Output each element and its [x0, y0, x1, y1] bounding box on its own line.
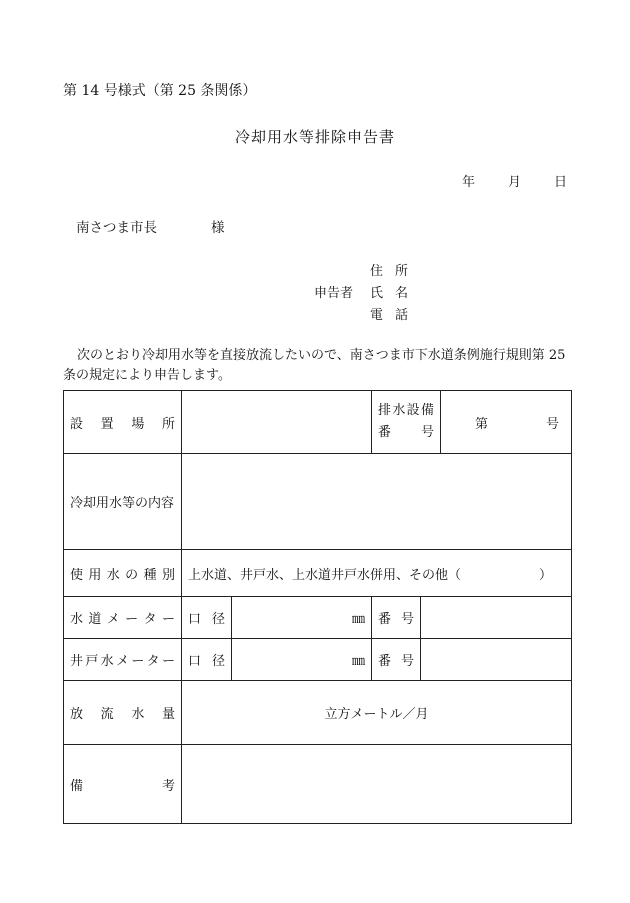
row-content: [64, 454, 572, 550]
water-meter-label-char: 水: [70, 612, 84, 627]
row-discharge: [64, 681, 572, 745]
water-meter-label-char: ー: [161, 612, 175, 627]
applicant-phone-row: [314, 304, 420, 323]
well-meter-number-char: 号: [400, 654, 414, 669]
well-meter-label-char: タ: [146, 654, 160, 669]
water-type-label-char: 別: [161, 567, 175, 583]
drain-no-prefix: 第: [475, 416, 489, 432]
water-meter-diameter-label-cell: [182, 597, 232, 639]
discharge-label-char: 流: [100, 707, 114, 722]
well-meter-label-char: 戸: [85, 654, 99, 669]
well-meter-number-value-cell[interactable]: [421, 639, 572, 681]
location-label-char: 所: [161, 416, 175, 432]
location-input-cell[interactable]: [182, 391, 372, 454]
well-meter-label: [70, 650, 175, 669]
water-meter-label-char: 道: [88, 612, 102, 627]
content-input-cell[interactable]: [182, 454, 572, 550]
water-type-options-cell[interactable]: [182, 550, 572, 597]
water-meter-number-label: [378, 608, 414, 627]
water-meter-diameter-char: 口: [188, 612, 202, 627]
water-type-label-char: 種: [143, 567, 157, 583]
drain-no-suffix: 号: [545, 416, 559, 432]
well-meter-label-char: メ: [115, 654, 129, 669]
document-title: 冷却用水等排除申告書: [234, 128, 395, 146]
water-meter-number-value-cell[interactable]: [421, 597, 572, 639]
well-meter-label-char: 水: [100, 654, 114, 669]
location-label-char: 設: [70, 416, 84, 432]
row-location: [64, 391, 572, 454]
water-type-label-char: 使: [70, 567, 84, 583]
discharge-label-cell: [64, 681, 182, 745]
remarks-label-char: 考: [161, 778, 175, 794]
location-label: [70, 413, 175, 432]
location-label-cell: [64, 391, 182, 454]
well-meter-number-label: [378, 650, 414, 669]
date-month: 月: [508, 175, 522, 190]
water-type-options: 上水道、井戸水、上水道井戸水併用、その他（ ）: [188, 567, 553, 583]
date-day: 日: [554, 175, 568, 190]
water-meter-label-char: ー: [125, 612, 139, 627]
declaration-table: [63, 390, 572, 824]
well-meter-diameter-value-cell[interactable]: [232, 639, 372, 681]
date-line: [462, 171, 567, 190]
content-label-cell: [64, 454, 182, 550]
remarks-label-cell: [64, 745, 182, 824]
water-meter-label-char: タ: [143, 612, 157, 627]
water-meter-mm-unit: ㎜: [351, 612, 365, 627]
water-type-label: [70, 564, 175, 583]
applicant-name-label: 氏名: [370, 286, 421, 301]
water-meter-label-cell: [64, 597, 182, 639]
drain-no-label-line1: 排 水 設 備: [378, 403, 434, 418]
well-meter-diameter-char: 口: [188, 654, 202, 669]
discharge-unit: 立方メートル／月: [324, 707, 429, 722]
applicant-address-row: [314, 260, 420, 279]
applicant-address-label: 住所: [370, 264, 421, 279]
well-meter-diameter-label: [188, 650, 225, 669]
well-meter-label-cell: [64, 639, 182, 681]
applicant-name-row: [314, 282, 420, 301]
discharge-label-char: 量: [161, 707, 175, 722]
discharge-label-char: 放: [70, 707, 84, 722]
well-meter-number-label-cell: [372, 639, 421, 681]
drain-no-label-line2: 番 号: [378, 425, 434, 440]
discharge-label-char: 水: [131, 707, 145, 722]
water-meter-diameter-label: [188, 608, 225, 627]
water-type-label-char: 水: [106, 567, 120, 583]
location-label-char: 場: [131, 416, 145, 432]
row-water-meter: [64, 597, 572, 639]
well-meter-number-char: 番: [378, 654, 392, 669]
applicant-phone-label: 電話: [370, 308, 421, 323]
water-meter-number-char: 号: [400, 612, 414, 627]
drain-no-value-cell[interactable]: [441, 391, 572, 454]
row-remarks: [64, 745, 572, 824]
water-meter-label: [70, 608, 175, 627]
water-meter-diameter-value-cell[interactable]: [232, 597, 372, 639]
applicant-role: 申告者: [314, 286, 354, 301]
row-water-type: [64, 550, 572, 597]
addressee-name: 南さつま市長: [76, 220, 157, 236]
content-label: 冷却用水等の内容: [70, 496, 175, 511]
water-type-label-cell: [64, 550, 182, 597]
well-meter-diameter-char: 径: [211, 654, 225, 669]
form-number: 第 14 号様式（第 25 条関係）: [63, 83, 257, 99]
remarks-input-cell[interactable]: [182, 745, 572, 824]
remarks-label-char: 備: [70, 778, 84, 794]
location-label-char: 置: [100, 416, 114, 432]
discharge-label: [70, 703, 175, 722]
drain-no-label-cell: [372, 391, 441, 454]
addressee: [76, 216, 225, 236]
row-well-meter: [64, 639, 572, 681]
water-meter-diameter-char: 径: [211, 612, 225, 627]
water-type-label-char: 用: [88, 567, 102, 583]
discharge-value-cell[interactable]: [182, 681, 572, 745]
well-meter-label-char: ー: [131, 654, 145, 669]
water-meter-label-char: メ: [106, 612, 120, 627]
water-type-label-char: の: [125, 567, 139, 583]
water-meter-number-char: 番: [378, 612, 392, 627]
well-meter-mm-unit: ㎜: [351, 654, 365, 669]
statement-text: 次のとおり冷却用水等を直接放流したいので、南さつま市下水道条例施行規則第 25 条の規定により申告します。: [63, 348, 566, 383]
well-meter-diameter-label-cell: [182, 639, 232, 681]
date-year: 年: [462, 175, 476, 190]
remarks-label: [70, 775, 175, 794]
addressee-honorific: 様: [211, 220, 225, 236]
well-meter-label-char: 井: [70, 654, 84, 669]
well-meter-label-char: ー: [161, 654, 175, 669]
water-meter-number-label-cell: [372, 597, 421, 639]
